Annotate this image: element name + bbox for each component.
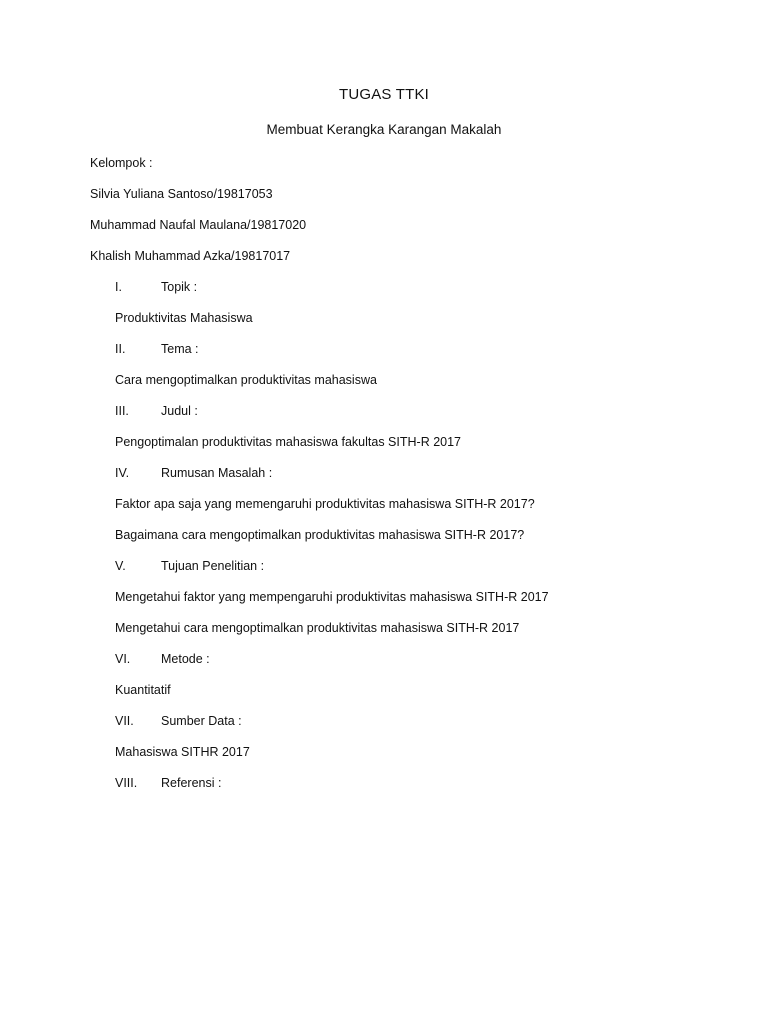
section-7-heading: Sumber Data : (161, 714, 242, 728)
section-5-number: V. (115, 559, 126, 573)
section-7-item-1: Mahasiswa SITHR 2017 (115, 745, 250, 759)
section-4-heading: Rumusan Masalah : (161, 466, 273, 480)
section-5-item-2: Mengetahui cara mengoptimalkan produktivitas mahasiswa SITH-R 2017 (115, 621, 520, 635)
section-7-number: VII. (115, 714, 134, 728)
section-4-item-2: Bagaimana cara mengoptimalkan produktivitas mahasiswa SITH-R 2017? (115, 528, 525, 542)
section-6-heading: Metode : (161, 652, 210, 666)
section-2-item-1: Cara mengoptimalkan produktivitas mahasiswa (115, 373, 377, 387)
section-6-item-1: Kuantitatif (115, 683, 171, 697)
section-5-item-1: Mengetahui faktor yang mempengaruhi produktivitas mahasiswa SITH-R 2017 (115, 590, 549, 604)
document-subtitle: Membuat Kerangka Karangan Makalah (266, 122, 502, 137)
section-4-number: IV. (115, 466, 130, 480)
section-2-heading: Tema : (161, 342, 199, 356)
section-2-number: II. (115, 342, 126, 356)
section-4-item-1: Faktor apa saja yang memengaruhi produktivitas mahasiswa SITH-R 2017? (115, 497, 535, 511)
member-3: Khalish Muhammad Azka/19817017 (90, 249, 291, 263)
member-1: Silvia Yuliana Santoso/19817053 (90, 187, 273, 201)
group-label: Kelompok : (90, 156, 153, 170)
section-5-heading: Tujuan Penelitian : (161, 559, 265, 573)
section-3-number: III. (115, 404, 129, 418)
section-1-item-1: Produktivitas Mahasiswa (115, 311, 253, 325)
section-1-heading: Topik : (161, 280, 198, 294)
member-2: Muhammad Naufal Maulana/19817020 (90, 218, 307, 232)
section-1-number: I. (115, 280, 122, 294)
section-8-number: VIII. (115, 776, 138, 790)
section-6-number: VI. (115, 652, 131, 666)
document-title: TUGAS TTKI (338, 86, 430, 103)
section-3-heading: Judul : (161, 404, 198, 418)
section-8-heading: Referensi : (161, 776, 222, 790)
section-3-item-1: Pengoptimalan produktivitas mahasiswa fakultas SITH-R 2017 (115, 435, 462, 449)
